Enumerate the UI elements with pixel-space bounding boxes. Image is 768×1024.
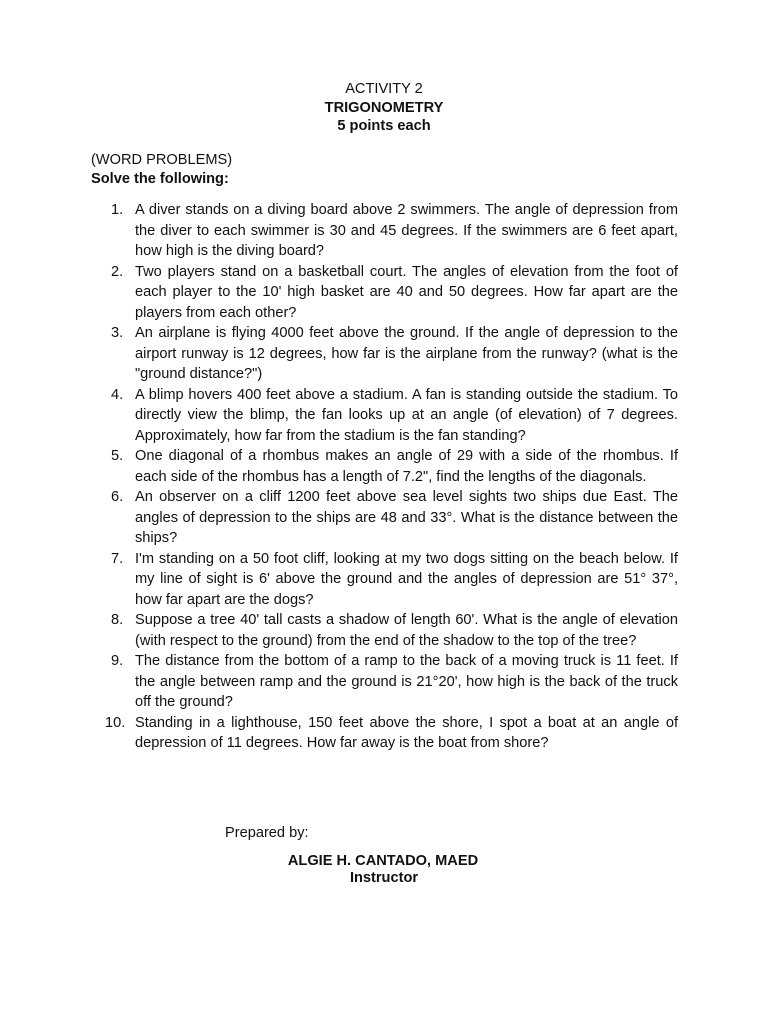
- instructor-title: Instructor: [349, 870, 419, 886]
- problem-item: [102, 200, 678, 262]
- problem-text: A blimp hovers 400 feet above a stadium. A fan is standing outside the stadium. To directly view the blimp, the fan looks up at an angle (of elevation) of 7 degrees. Approximately, how far from the stadium is the fan standing?: [135, 386, 678, 444]
- problem-text: One diagonal of a rhombus makes an angle of 29 with a side of the rhombus. If each side of the rhombus has a length of 7.2", find the lengths of the diagonals.: [135, 448, 678, 485]
- problem-text: A diver stands on a diving board above 2 swimmers. The angle of depression from the diver to each swimmer is 30 and 45 degrees. If the swimmers are 6 feet apart, how high is the diving board?: [135, 202, 678, 259]
- problem-number: 10.: [105, 714, 126, 731]
- problem-number: 8.: [111, 612, 124, 628]
- problem-item: [102, 651, 678, 713]
- problem-item: [102, 610, 678, 651]
- problem-text: Suppose a tree 40' tall casts a shadow of length 60'. What is the angle of elevation (with respect to the ground) from the end of the shadow to the top of the tree?: [135, 612, 678, 649]
- signature-block: [0, 853, 768, 887]
- problem-text: An airplane is flying 4000 feet above the ground. If the angle of depression to the airport runway is 12 degrees, how far is the airplane from the runway? (what is the "ground distance?"): [135, 325, 678, 382]
- document-header: [0, 80, 768, 136]
- problem-item: [102, 385, 678, 447]
- problem-number: 7.: [111, 550, 124, 567]
- instruction-text: Solve the following:: [91, 170, 229, 187]
- problem-text: I'm standing on a 50 foot cliff, looking at my two dogs sitting on the beach below. If my line of sight is 6' above the ground and the angles of depression are 51° 37°, how far apart are the dogs?: [135, 550, 678, 608]
- problem-number: 1.: [111, 202, 124, 218]
- problem-number: 5.: [111, 448, 124, 464]
- subject-title: TRIGONOMETRY: [324, 99, 444, 116]
- problem-number: 2.: [111, 263, 124, 280]
- problem-item: [102, 323, 678, 385]
- problem-number: 6.: [111, 489, 124, 505]
- activity-title: ACTIVITY 2: [345, 81, 423, 97]
- points-note: 5 points each: [337, 118, 431, 134]
- problem-text: Two players stand on a basketball court. The angles of elevation from the foot of each player to the 10' high basket are 40 and 50 degrees. How far apart are the players from each other?: [135, 263, 678, 321]
- problem-type-label: (WORD PROBLEMS): [91, 152, 233, 168]
- problem-text: The distance from the bottom of a ramp to the back of a moving truck is 11 feet. If the angle between ramp and the ground is 21°20', how high is the back of the truck off the ground?: [135, 653, 678, 710]
- instructor-name: ALGIE H. CANTADO, MAED: [287, 853, 479, 869]
- problem-list: [102, 200, 678, 754]
- problem-number: 9.: [111, 653, 124, 669]
- problem-item: [102, 446, 678, 487]
- problem-item: [102, 713, 678, 754]
- prepared-by-label: Prepared by:: [225, 825, 309, 841]
- problem-text: Standing in a lighthouse, 150 feet above the shore, I spot a boat at an angle of depression of 11 degrees. How far away is the boat from shore?: [135, 714, 678, 751]
- problem-number: 4.: [111, 386, 124, 403]
- instructions: [91, 151, 232, 188]
- problem-number: 3.: [111, 325, 124, 341]
- problem-item: [102, 487, 678, 549]
- problem-item: [102, 549, 678, 611]
- problem-text: An observer on a cliff 1200 feet above sea level sights two ships due East. The angles of depression to the ships are 48 and 33°. What is the distance between the ships?: [135, 489, 678, 546]
- problem-item: [102, 262, 678, 324]
